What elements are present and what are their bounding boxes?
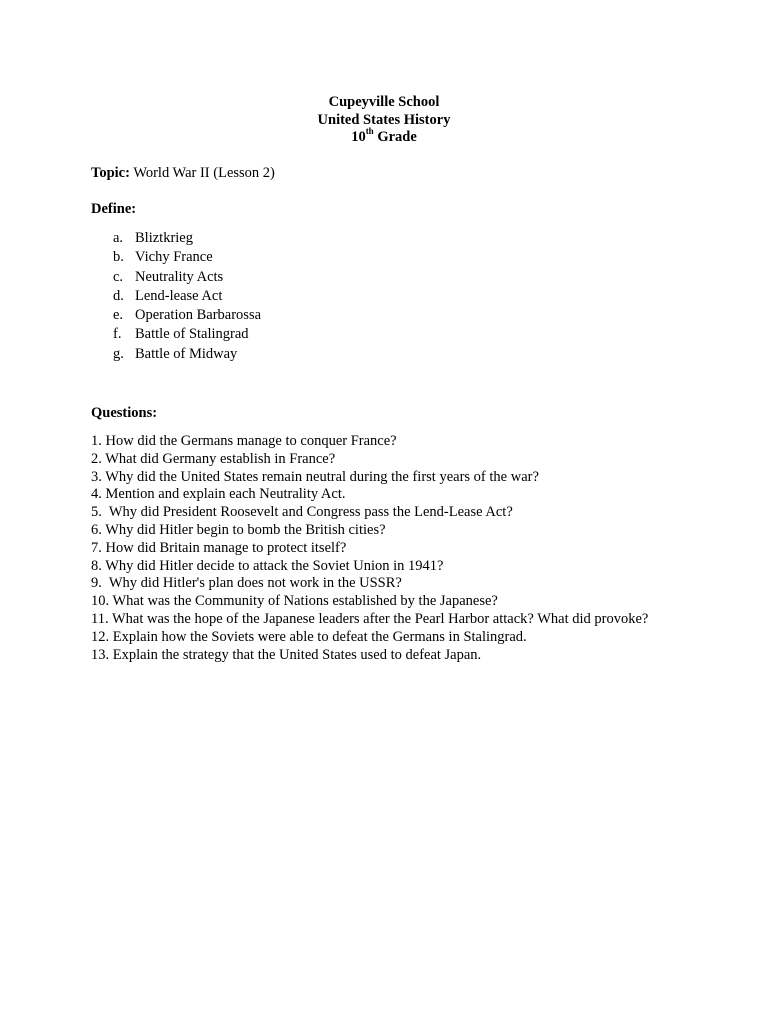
list-term: Neutrality Acts (135, 268, 224, 285)
define-heading: Define: (91, 201, 137, 217)
question-item: 11. What was the hope of the Japanese leaders after the Pearl Harbor attack? What did provoke? (91, 610, 649, 627)
list-term: Battle of Midway (135, 345, 238, 362)
question-item: 6. Why did Hitler begin to bomb the British cities? (91, 521, 386, 538)
question-item: 10. What was the Community of Nations established by the Japanese? (91, 593, 498, 610)
list-item (113, 345, 261, 364)
document-header (0, 94, 768, 147)
grade-word: Grade (373, 129, 417, 145)
define-list (113, 229, 261, 364)
topic-line (91, 164, 275, 182)
question-item: 4. Mention and explain each Neutrality Act. (91, 486, 346, 503)
grade-number: 10 (351, 129, 366, 145)
grade-level (0, 126, 768, 147)
list-term: Lend-lease Act (135, 287, 223, 304)
question-item: 3. Why did the United States remain neutral during the first years of the war? (91, 468, 539, 485)
question-item: 5. Why did President Roosevelt and Congress pass the Lend-Lease Act? (91, 504, 513, 521)
topic-value: World War II (Lesson 2) (129, 165, 275, 181)
list-letter: g. (113, 345, 124, 362)
question-item: 2. What did Germany establish in France? (91, 450, 336, 467)
list-letter: e. (113, 307, 124, 324)
list-item (113, 229, 261, 248)
list-item (113, 306, 261, 325)
list-item (113, 325, 261, 344)
question-item: 13. Explain the strategy that the United States used to defeat Japan. (91, 646, 482, 663)
list-letter: f. (113, 326, 122, 343)
question-item: 1. How did the Germans manage to conquer France? (91, 433, 397, 449)
list-item (113, 268, 261, 287)
grade-suffix: th (365, 126, 374, 137)
question-item: 8. Why did Hitler decide to attack the Soviet Union in 1941? (91, 557, 444, 574)
question-item: 7. How did Britain manage to protect itself? (91, 539, 347, 556)
list-term: Battle of Stalingrad (135, 326, 249, 343)
list-term: Bliztkrieg (135, 230, 193, 246)
list-term: Operation Barbarossa (135, 307, 262, 324)
list-item (113, 287, 261, 306)
list-term: Vichy France (135, 249, 213, 266)
questions-heading: Questions: (91, 405, 158, 421)
list-letter: d. (113, 287, 124, 304)
course-title: United States History (317, 111, 451, 128)
school-name: Cupeyville School (328, 94, 440, 110)
list-letter: a. (113, 230, 124, 246)
list-item (113, 248, 261, 267)
question-item: 12. Explain how the Soviets were able to defeat the Germans in Stalingrad. (91, 628, 527, 645)
question-list (91, 433, 648, 664)
list-letter: c. (113, 268, 124, 285)
topic-label: Topic: (91, 165, 130, 181)
list-letter: b. (113, 249, 124, 266)
question-item: 9. Why did Hitler's plan does not work in the USSR? (91, 575, 402, 592)
